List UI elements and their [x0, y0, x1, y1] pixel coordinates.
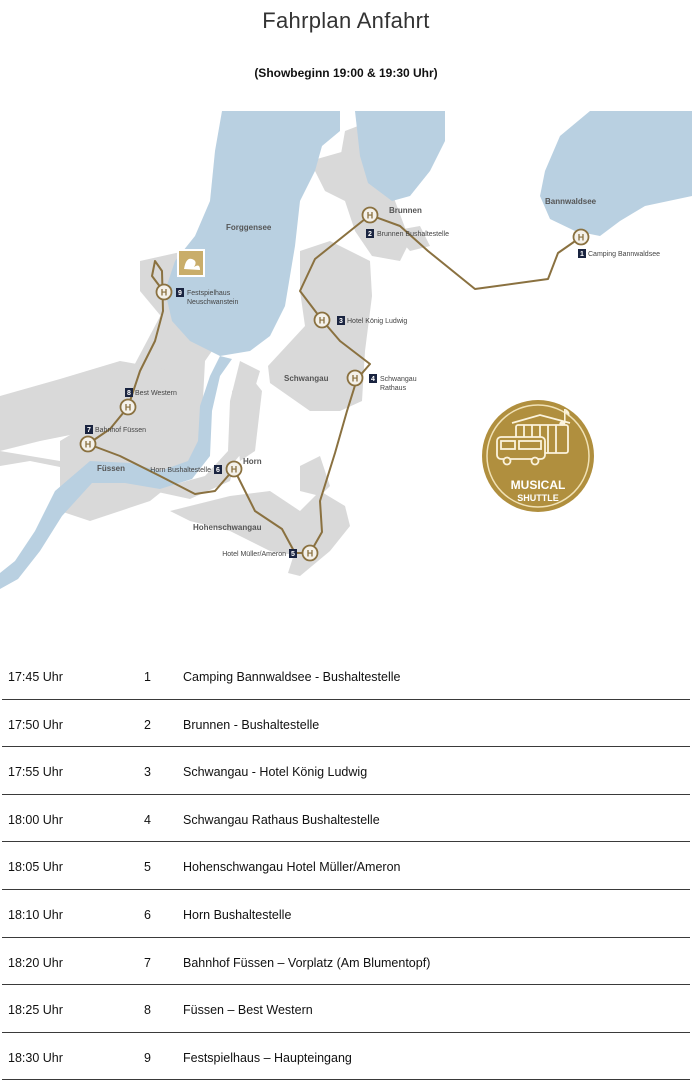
page-title: Fahrplan Anfahrt	[262, 8, 430, 33]
table-row	[2, 747, 690, 795]
route-map	[0, 111, 692, 591]
svg-text:Camping Bannwaldsee: Camping Bannwaldsee	[588, 251, 660, 258]
badge-line2: SHUTTLE	[517, 493, 559, 503]
stop-number: 4	[144, 812, 151, 827]
departure-time: 18:05 Uhr	[8, 860, 63, 875]
svg-text:Schwangau: Schwangau	[380, 376, 417, 383]
svg-text:Brunnen Bushaltestelle: Brunnen Bushaltestelle	[377, 231, 449, 238]
badge-line1: MUSICAL	[510, 478, 566, 492]
stop-name: Brunnen - Bushaltestelle	[183, 717, 320, 732]
svg-text:Festspielhaus: Festspielhaus	[187, 290, 231, 297]
place-label-fuessen: Füssen	[97, 464, 126, 473]
departure-time: 18:20 Uhr	[8, 955, 63, 970]
schedule-table	[2, 652, 690, 1080]
svg-text:H: H	[366, 210, 374, 221]
table-row	[2, 1033, 690, 1080]
place-label-schwangau: Schwangau	[284, 374, 329, 383]
place-label-hohenschwangau: Hohenschwangau	[193, 523, 262, 532]
svg-text:H: H	[351, 373, 359, 384]
svg-text:4: 4	[371, 376, 375, 383]
place-label-bannwaldsee: Bannwaldsee	[545, 197, 597, 206]
stop-name: Horn Bushaltestelle	[183, 907, 292, 922]
page-subtitle: (Showbeginn 19:00 & 19:30 Uhr)	[254, 66, 438, 80]
svg-text:Hotel Müller/Ameron: Hotel Müller/Ameron	[222, 551, 286, 558]
table-row	[2, 985, 690, 1033]
departure-time: 18:25 Uhr	[8, 1003, 63, 1018]
map-stop-1[interactable]	[574, 230, 661, 259]
svg-text:H: H	[577, 232, 585, 243]
svg-text:Horn Bushaltestelle: Horn Bushaltestelle	[150, 467, 211, 474]
svg-text:7: 7	[87, 427, 91, 434]
departure-time: 17:55 Uhr	[8, 765, 63, 780]
stop-number: 5	[144, 860, 151, 875]
departure-time: 17:50 Uhr	[8, 717, 63, 732]
svg-text:Neuschwanstein: Neuschwanstein	[187, 299, 239, 306]
place-label-brunnen: Brunnen	[389, 206, 422, 215]
svg-text:8: 8	[127, 390, 131, 397]
svg-text:1: 1	[580, 251, 584, 258]
place-label-forggensee: Forggensee	[226, 223, 272, 232]
departure-time: 18:00 Uhr	[8, 812, 63, 827]
stop-name: Camping Bannwaldsee - Bushaltestelle	[183, 670, 401, 684]
stop-number: 7	[144, 955, 151, 970]
stop-number: 2	[144, 717, 151, 732]
stop-name: Füssen – Best Western	[183, 1003, 313, 1018]
svg-text:Hotel König Ludwig: Hotel König Ludwig	[347, 318, 408, 325]
stop-number: 1	[144, 670, 151, 684]
svg-text:H: H	[318, 315, 326, 326]
departure-time: 17:45 Uhr	[8, 670, 63, 684]
svg-text:H: H	[306, 548, 314, 559]
svg-text:3: 3	[339, 318, 343, 325]
svg-text:9: 9	[178, 290, 182, 297]
svg-text:5: 5	[291, 551, 295, 558]
lake-bannwaldsee	[540, 111, 692, 236]
stop-number: 3	[144, 765, 151, 780]
svg-text:H: H	[160, 287, 168, 298]
stop-number: 9	[144, 1050, 151, 1065]
stop-number: 6	[144, 907, 151, 922]
svg-text:Best Western: Best Western	[135, 390, 177, 397]
departure-time: 18:10 Uhr	[8, 907, 63, 922]
table-row	[2, 842, 690, 890]
stop-name: Hohenschwangau Hotel Müller/Ameron	[183, 860, 401, 875]
stop-name: Schwangau - Hotel König Ludwig	[183, 765, 368, 780]
svg-text:Rathaus: Rathaus	[380, 385, 407, 392]
table-row	[2, 795, 690, 843]
stop-name: Festspielhaus – Haupteingang	[183, 1050, 352, 1065]
stop-name: Schwangau Rathaus Bushaltestelle	[183, 812, 380, 827]
festspielhaus-logo	[177, 249, 205, 277]
table-row	[2, 890, 690, 938]
table-row	[2, 938, 690, 986]
svg-text:Bahnhof Füssen: Bahnhof Füssen	[95, 427, 146, 434]
place-label-horn: Horn	[243, 457, 262, 466]
departure-time: 18:30 Uhr	[8, 1050, 63, 1065]
table-row	[2, 700, 690, 748]
svg-text:H: H	[124, 402, 132, 413]
musical-shuttle-badge	[482, 400, 594, 512]
stop-number: 8	[144, 1003, 151, 1018]
table-row	[2, 652, 690, 700]
svg-text:2: 2	[368, 231, 372, 238]
svg-text:H: H	[84, 439, 92, 450]
svg-text:6: 6	[216, 467, 220, 474]
stop-name: Bahnhof Füssen – Vorplatz (Am Blumentopf)	[183, 955, 431, 970]
svg-text:H: H	[230, 464, 238, 475]
